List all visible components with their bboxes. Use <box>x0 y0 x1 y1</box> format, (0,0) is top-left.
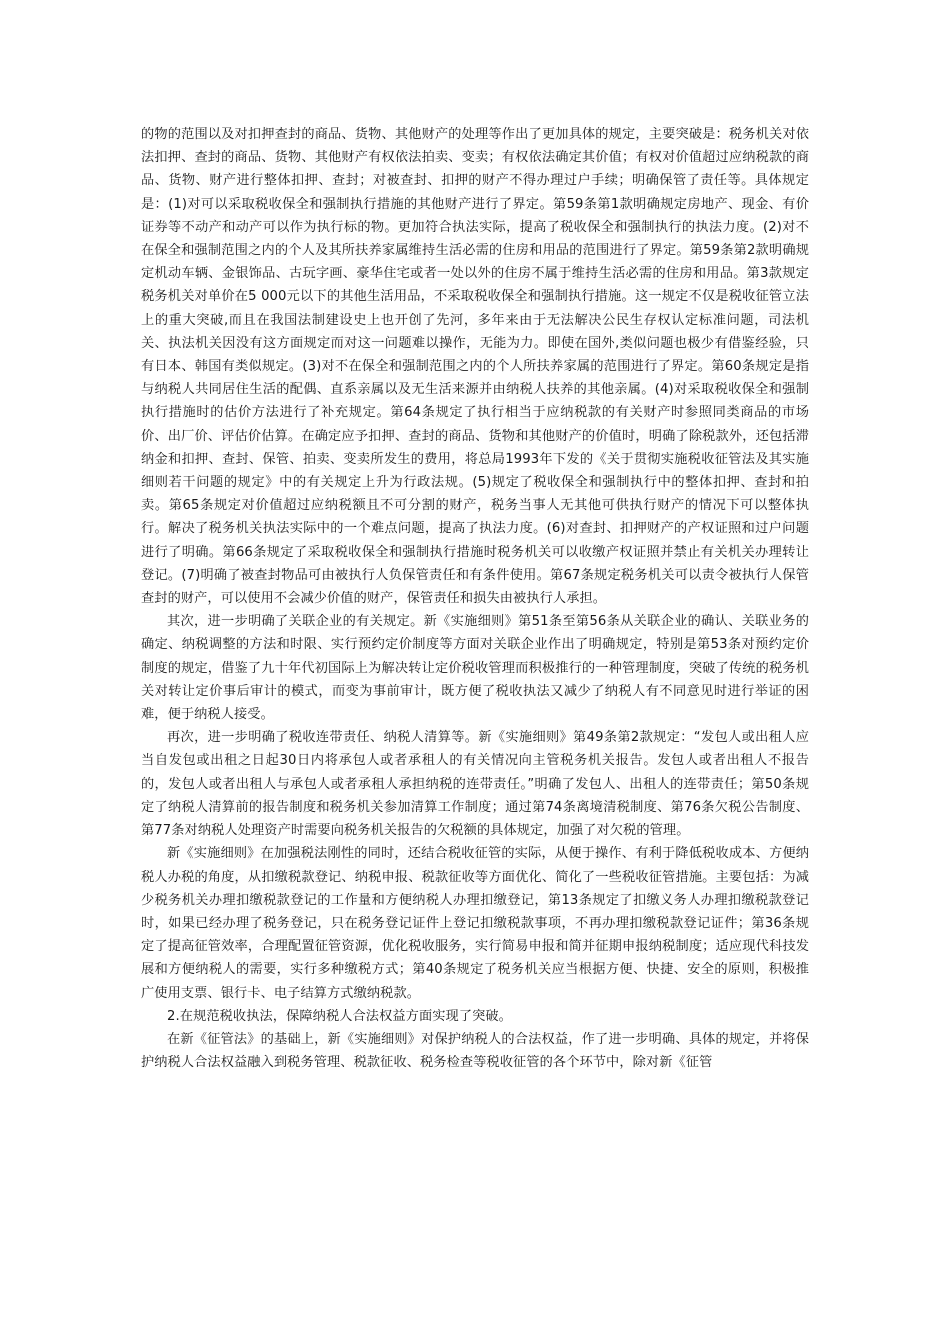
paragraph-5: 在新《征管法》的基础上，新《实施细则》对保护纳税人的合法权益，作了进一步明确、具体的规定，并将保护纳税人合法权益融入到税务管理、税款征收、税务检查等税收征管的各个环节中，除对新《征管 <box>141 1031 809 1071</box>
document-body <box>141 123 809 1074</box>
section-heading-2: 2.在规范税收执法，保障纳税人合法权益方面实现了突破。 <box>167 1008 512 1024</box>
paragraph-2: 其次，进一步明确了关联企业的有关规定。新《实施细则》第51条至第56条从关联企业的确认、关联业务的确定、纳税调整的方法和时限、实行预约定价制度等方面对关联企业作出了明确规定，特别是第53条对预约定价制度的规定，借鉴了九十年代初国际上为解决转让定价税收管理而积极推行的一种管理制度，突破了传统的税务机关对转让定价事后审计的模式，而变为事前审计，既方便了税收执法又减少了纳税人有不同意见时进行举证的困难，便于纳税人接受。 <box>141 614 809 723</box>
paragraph-4: 新《实施细则》在加强税法刚性的同时，还结合税收征管的实际，从便于操作、有利于降低税收成本、方便纳税人办税的角度，从扣缴税款登记、纳税申报、税款征收等方面优化、简化了一些税收征管措施。主要包括：为减少税务机关办理扣缴税款登记的工作量和方便纳税人办理扣缴登记，第13条规定了扣缴义务人办理扣缴税款登记时，如果已经办理了税务登记，只在税务登记证件上登记扣缴税款事项，不再办理扣缴税款登记证件；第36条规定了提高征管效率，合理配置征管资源，优化税收服务，实行简易申报和简并征期申报纳税制度；适应现代科技发展和方便纳税人的需要，实行多种缴税方式；第40条规定了税务机关应当根据方便、快捷、安全的原则，积极推广使用支票、银行卡、电子结算方式缴纳税款。 <box>141 846 809 1001</box>
paragraph-1: 的物的范围以及对扣押查封的商品、货物、其他财产的处理等作出了更加具体的规定，主要突破是：税务机关对依法扣押、查封的商品、货物、其他财产有权依法拍卖、变卖；有权依法确定其价值；有权对价值超过应纳税款的商品、货物、财产进行整体扣押、查封；对被查封、扣押的财产不得办理过户手续；明确保管了责任等。具体规定是：(1)对可以采取税收保全和强制执行措施的其他财产进行了界定。第59条第1款明确规定房地产、现金、有价证券等不动产和动产可以作为执行标的物。更加符合执法实际，提高了税收保全和强制执行的执法力度。(2)对不在保全和强制范围之内的个人及其所扶养家属维持生活必需的住房和用品的范围进行了界定。第59条第2款明确规定机动车辆、金银饰品、古玩字画、豪华住宅或者一处以外的住房不属于维持生活必需的住房和用品。第3款规定税务机关对单价在5 000元以下的其他生活用品，不采取税收保全和强制执行措施。这一规定不仅是税收征管立法上的重大突破,而且在我国法制建设史上也开创了先河，多年来由于无法解决公民生存权认定标准问题，司法机关、执法机关因没有这方面规定而对这一问题难以操作，无能为力。即使在国外,类似问题也极少有借鉴经验，只有日本、韩国有类似规定。(3)对不在保全和强制范围之内的个人所扶养家属的范围进行了界定。第60条规定是指与纳税人共同居住生活的配偶、直系亲属以及无生活来源并由纳税人扶养的其他亲属。(4)对采取税收保全和强制执行措施时的估价方法进行了补充规定。第64条规定了执行相当于应纳税款的有关财产时参照同类商品的市场价、出厂价、评估价估算。在确定应予扣押、查封的商品、货物和其他财产的价值时，明确了除税款外，还包括滞纳金和扣押、查封、保管、拍卖、变卖所发生的费用，将总局1993年下发的《关于贯彻实施税收征管法及其实施细则若干问题的规定》中的有关规定上升为行政法规。(5)规定了税收保全和强制执行中的整体扣押、查封和拍卖。第65条规定对价值超过应纳税额且不可分割的财产，税务当事人无其他可供执行财产的情况下可以整体执行。解决了税务机关执法实际中的一个难点问题，提高了执法力度。(6)对查封、扣押财产的产权证照和过户问题进行了明确。第66条规定了采取税收保全和强制执行措施时税务机关可以收缴产权证照并禁止有关机关办理转让登记。(7)明确了被查封物品可由被执行人负保管责任和有条件使用。第67条规定税务机关可以责令被执行人保管查封的财产，可以使用不会减少价值的财产，保管责任和损失由被执行人承担。 <box>141 127 809 607</box>
paragraph-3: 再次，进一步明确了税收连带责任、纳税人清算等。新《实施细则》第49条第2款规定：“发包人或出租人应当自发包或出租之日起30日内将承包人或者承租人的有关情况向主管税务机关报告。发包人或者出租人不报告的，发包人或者出租人与承包人或者承租人承担纳税的连带责任。”明确了发包人、出租人的连带责任；第50条规定了纳税人清算前的报告制度和税务机关参加清算工作制度；通过第74条离境清税制度、第76条欠税公告制度、第77条对纳税人处理资产时需要向税务机关报告的欠税额的具体规定，加强了对欠税的管理。 <box>141 730 809 839</box>
